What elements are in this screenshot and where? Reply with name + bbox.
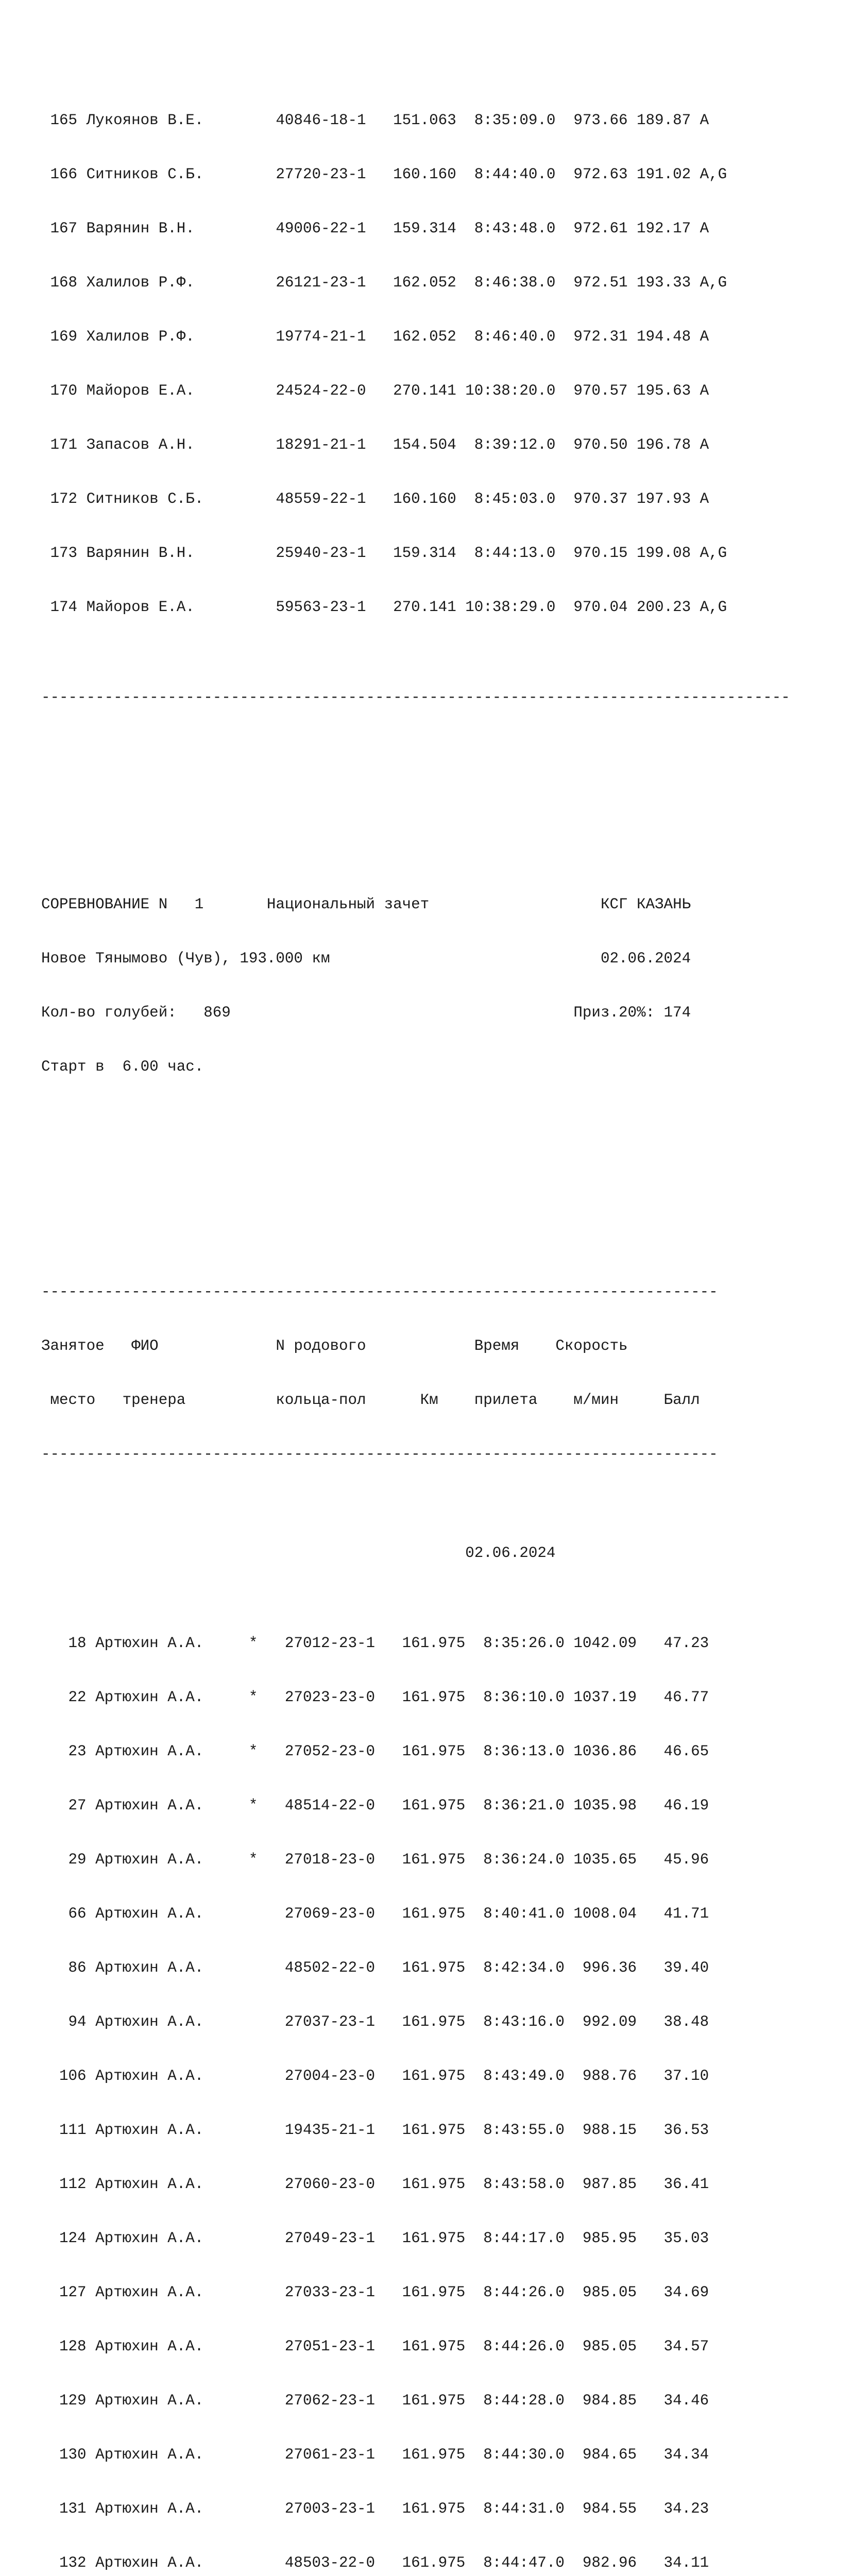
results-document	[41, 39, 790, 2576]
divider: ---------------------------------------------------------------------------	[41, 1283, 718, 1300]
result-row: 165 Лукоянов В.Е. 40846-18-1 151.063 8:35:09.0 973.66 189.87 A	[41, 112, 709, 129]
table-row: 111 Артюхин А.А. 19435-21-1 161.975 8:43:55.0 988.15 36.53	[41, 2122, 709, 2139]
result-row: 167 Варянин В.Н. 49006-22-1 159.314 8:43:48.0 972.61 192.17 A	[41, 220, 709, 237]
table-row: 124 Артюхин А.А. 27049-23-1 161.975 8:44:17.0 985.95 35.03	[41, 2230, 709, 2247]
trainer-results-list	[41, 1598, 790, 2576]
table-row: 128 Артюхин А.А. 27051-23-1 161.975 8:44:26.0 985.05 34.57	[41, 2338, 709, 2355]
table-row: 22 Артюхин А.А. * 27023-23-0 161.975 8:36:10.0 1037.19 46.77	[41, 1689, 709, 1706]
competition-route-line: Новое Тянымово (Чув), 193.000 км 02.06.2024	[41, 950, 691, 967]
divider: -----------------------------------------------------------------------------------	[41, 689, 790, 706]
table-row: 94 Артюхин А.А. 27037-23-1 161.975 8:43:16.0 992.09 38.48	[41, 2013, 709, 2030]
table-row: 112 Артюхин А.А. 27060-23-0 161.975 8:43:58.0 987.85 36.41	[41, 2176, 709, 2193]
table-row: 129 Артюхин А.А. 27062-23-1 161.975 8:44:28.0 984.85 34.46	[41, 2392, 709, 2409]
result-row: 171 Запасов А.Н. 18291-21-1 154.504 8:39:12.0 970.50 196.78 A	[41, 436, 709, 453]
divider: ---------------------------------------------------------------------------	[41, 1446, 718, 1463]
result-row: 169 Халилов Р.Ф. 19774-21-1 162.052 8:46:40.0 972.31 194.48 A	[41, 328, 709, 345]
table-row: 130 Артюхин А.А. 27061-23-1 161.975 8:44:30.0 984.65 34.34	[41, 2446, 709, 2463]
table-row: 106 Артюхин А.А. 27004-23-0 161.975 8:43:49.0 988.76 37.10	[41, 2067, 709, 2084]
result-row: 166 Ситников С.Б. 27720-23-1 160.160 8:44:40.0 972.63 191.02 A,G	[41, 166, 727, 183]
table-row: 132 Артюхин А.А. 48503-22-0 161.975 8:44:47.0 982.96 34.11	[41, 2554, 709, 2571]
competition-title-line: СОРЕВНОВАНИЕ N 1 Национальный зачет КСГ КАЗАНЬ	[41, 896, 691, 913]
table-row: 86 Артюхин А.А. 48502-22-0 161.975 8:42:34.0 996.36 39.40	[41, 1959, 709, 1976]
table-row: 29 Артюхин А.А. * 27018-23-0 161.975 8:36:24.0 1035.65 45.96	[41, 1851, 709, 1868]
table-row: 66 Артюхин А.А. 27069-23-0 161.975 8:40:41.0 1008.04 41.71	[41, 1905, 709, 1922]
competition-start-line: Старт в 6.00 час.	[41, 1058, 204, 1075]
column-header-line: место тренера кольца-пол Км прилета м/мин Балл	[41, 1392, 700, 1409]
result-row: 168 Халилов Р.Ф. 26121-23-1 162.052 8:46:38.0 972.51 193.33 A,G	[41, 274, 727, 291]
table-row: 23 Артюхин А.А. * 27052-23-0 161.975 8:36:13.0 1036.86 46.65	[41, 1743, 709, 1760]
top-results-list	[41, 75, 790, 652]
table-row: 131 Артюхин А.А. 27003-23-1 161.975 8:44:31.0 984.55 34.23	[41, 2500, 709, 2517]
table-row: 127 Артюхин А.А. 27033-23-1 161.975 8:44:26.0 985.05 34.69	[41, 2284, 709, 2301]
competition-count-line: Кол-во голубей: 869 Приз.20%: 174	[41, 1004, 691, 1021]
table-row: 27 Артюхин А.А. * 48514-22-0 161.975 8:36:21.0 1035.98 46.19	[41, 1797, 709, 1814]
result-row: 174 Майоров Е.А. 59563-23-1 270.141 10:38:29.0 970.04 200.23 A,G	[41, 599, 727, 616]
competition-header	[41, 859, 790, 1112]
result-row: 173 Варянин В.Н. 25940-23-1 159.314 8:44:13.0 970.15 199.08 A,G	[41, 545, 727, 562]
result-row: 172 Ситников С.Б. 48559-22-1 160.160 8:45:03.0 970.37 197.93 A	[41, 490, 709, 507]
result-row: 170 Майоров Е.А. 24524-22-0 270.141 10:38:20.0 970.57 195.63 A	[41, 382, 709, 399]
column-header-line: Занятое ФИО N родового Время Скорость	[41, 1337, 628, 1354]
table-row: 18 Артюхин А.А. * 27012-23-1 161.975 8:35:26.0 1042.09 47.23	[41, 1635, 709, 1652]
date-line: 02.06.2024	[41, 1545, 556, 1562]
